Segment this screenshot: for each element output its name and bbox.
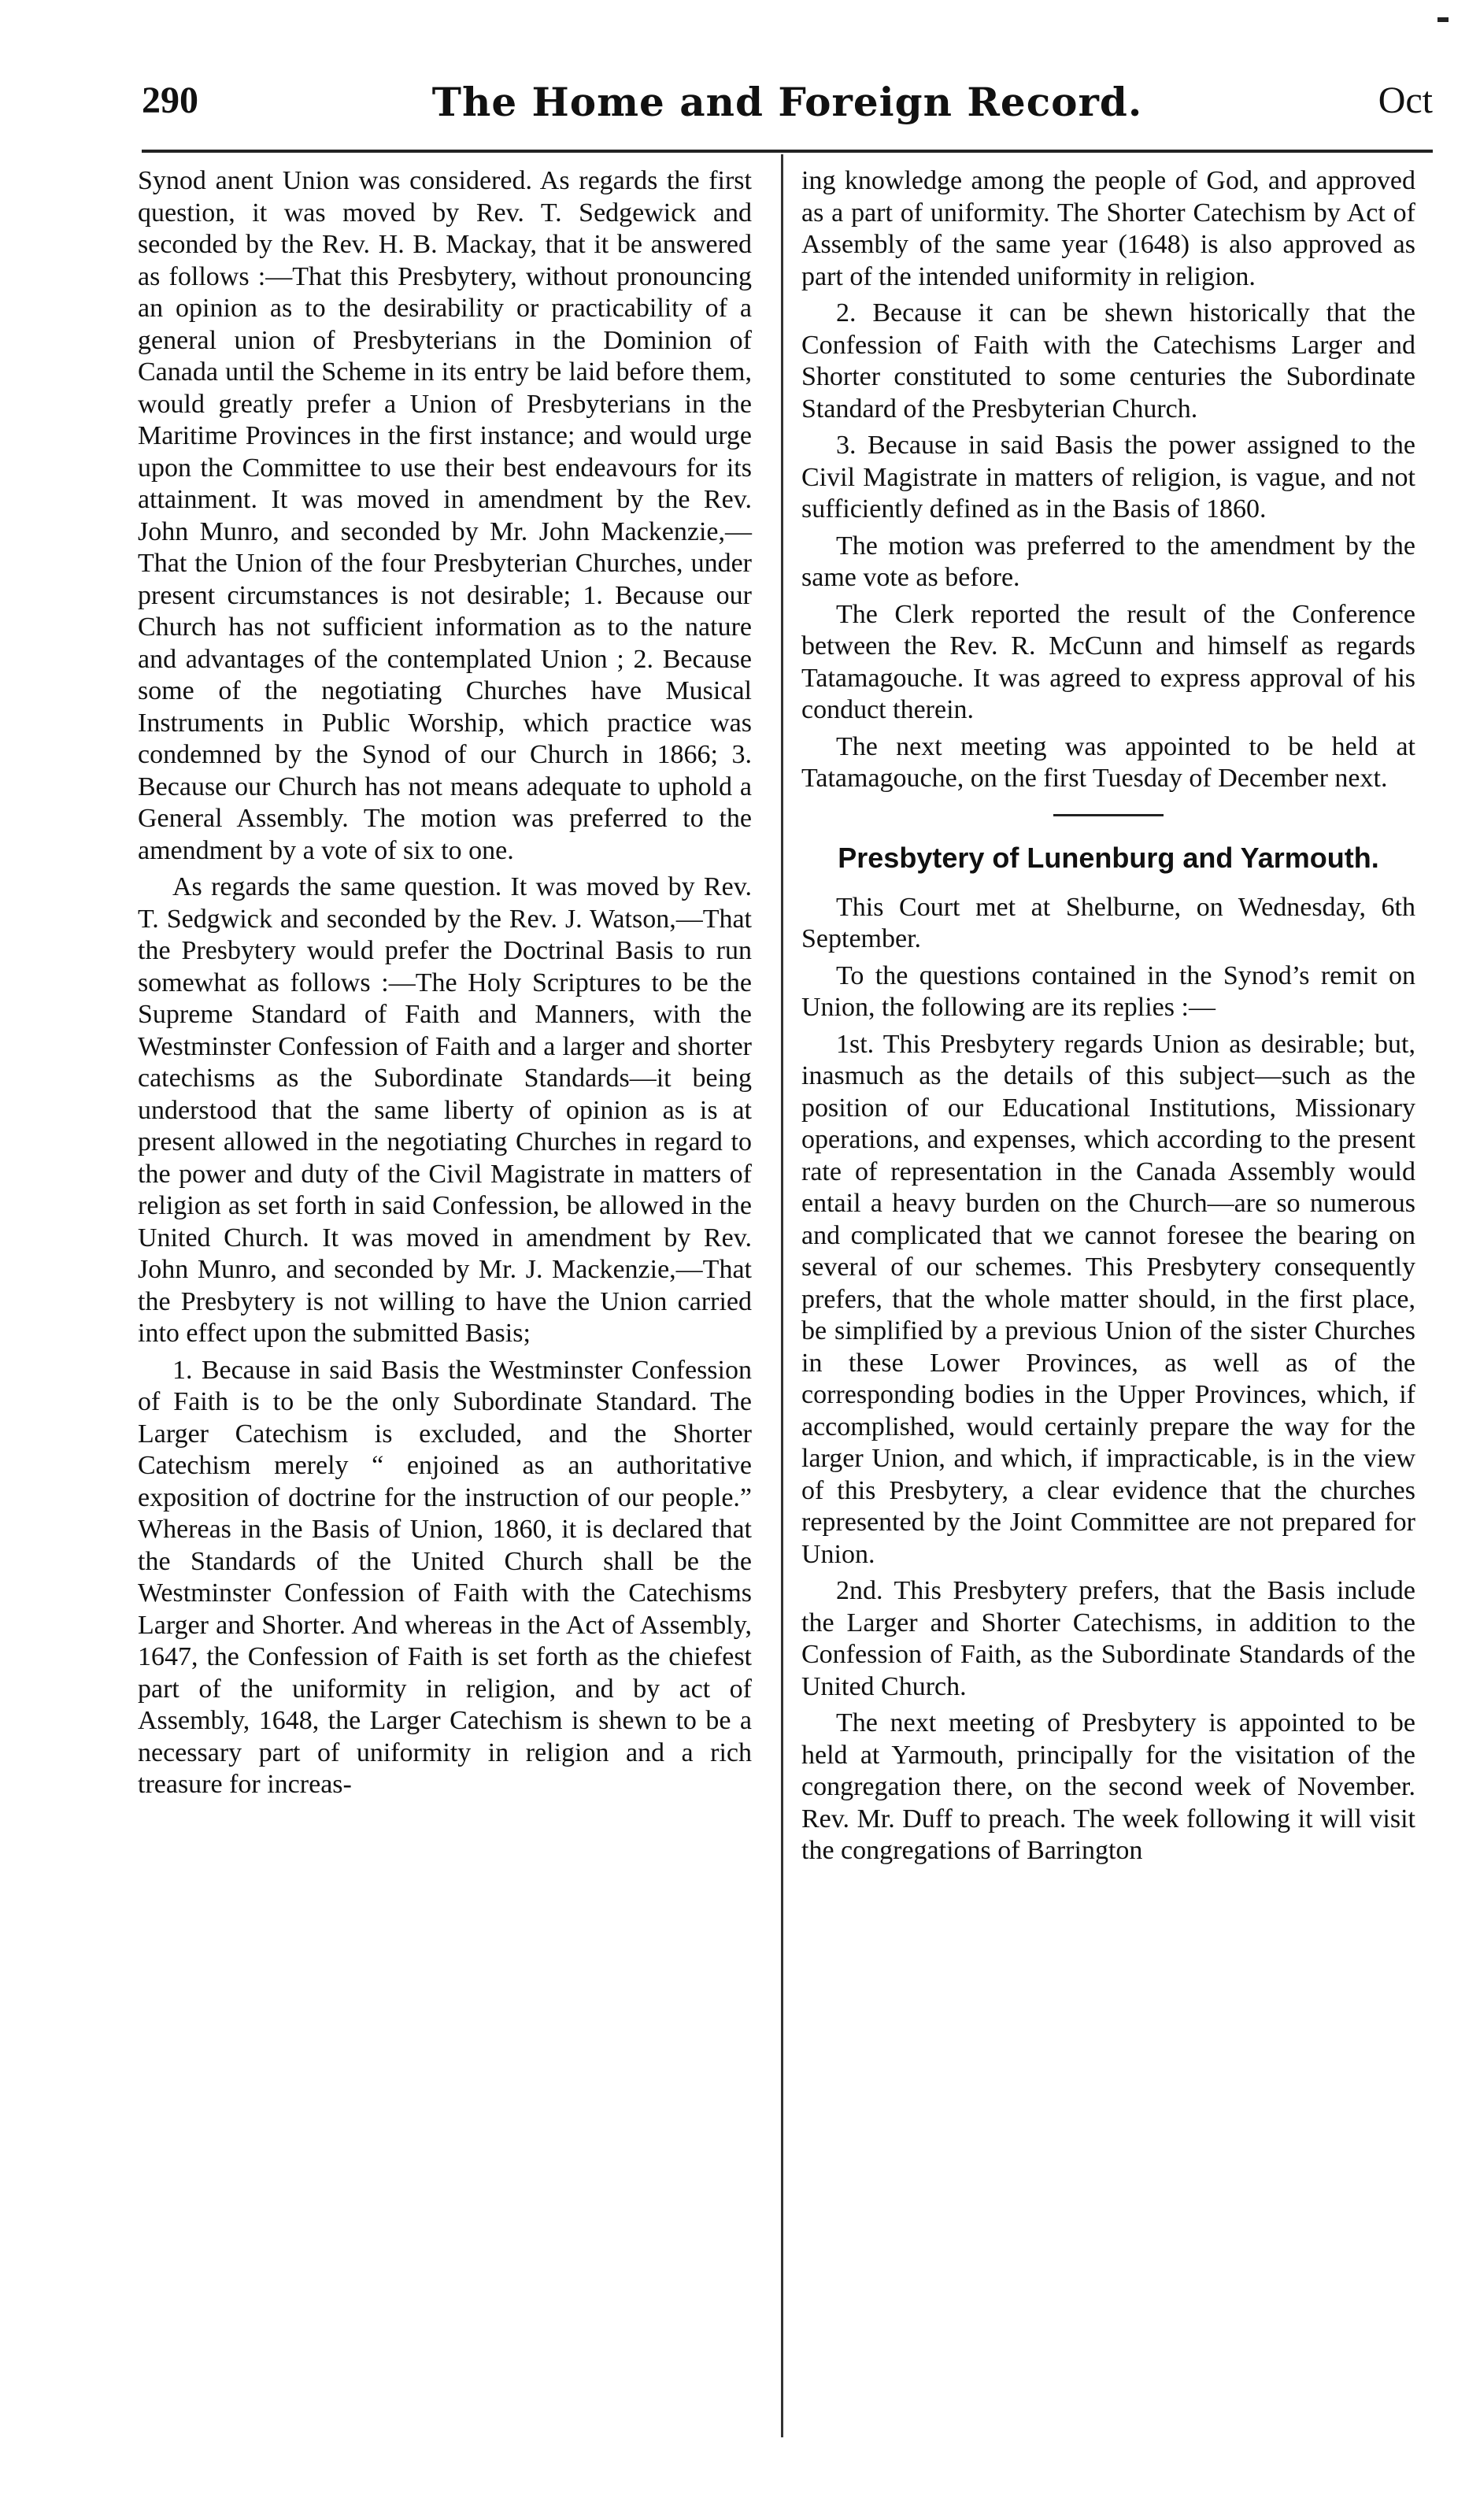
left-paragraph-2: As regards the same question. It was moved by Rev. T. Sedgwick and seconded by the Rev. J. Watson,—That the Presbytery would prefer the Doctrinal Basis to run somewhat as follows :—The Holy Scriptures to be the Supreme Standard of Faith and Manners, with the Westminster Confession of Faith and a larger and shorter catechisms as the Subordinate Standards—it being understood that the same liberty of opinion as is at present allowed in the negotiating Churches in regard to the power and duty of the Civil Magistrate in matters of religion as set forth in said Confession, be allowed in the United Church. It was moved in amendment by Rev. John Munro, and seconded by Mr. J. Mackenzie,—That the Presbytery is not willing to have the Union carried into effect upon the submitted Basis; [138,872,752,1348]
right-paragraph-7: This Court met at Shelburne, on Wednesday, 6th September. [801,892,1415,953]
right-paragraph-5: The Clerk reported the result of the Conference between the Rev. R. McCunn and himself as regards Tatamagouche. It was agreed to express approval of his conduct therein. [801,599,1415,724]
right-paragraph-8: To the questions contained in the Synod’s remit on Union, the following are its replies :— [801,960,1415,1022]
right-paragraph-3: 3. Because in said Basis the power assigned to the Civil Magistrate in matters of religion, is vague, and not sufficiently defined as in the Basis of 1860. [801,431,1415,524]
left-column [138,165,752,1806]
running-title: The Home and Foreign Record. [431,79,1143,125]
running-month: Oct [1378,80,1433,121]
page-header [142,79,1433,142]
section-heading: Presbytery of Lunenburg and Yarmouth. [838,841,1379,874]
right-paragraph-11: The next meeting of Presbytery is appointed to be held at Yarmouth, principally for the visitation of the congregation there, on the second week of November. Rev. Mr. Duff to preach. The week following it will visit the congregations of Barrington [801,1708,1415,1865]
left-paragraph-1: Synod anent Union was considered. As regards the first question, it was moved by Rev. T. Sedgewick and seconded by the Rev. H. B. Mackay, that it be answered as follows :—That this Presbytery, without pronouncing an opinion as to the desirability or practicability of a general union of Presbyterians in the Dominion of Canada until the Scheme in its entry be laid before them, would greatly prefer a Union of Presbyterians in the Maritime Provinces in the first instance; and would urge upon the Committee to use their best endeavours for its attainment. It was moved in amendment by the Rev. John Munro, and seconded by Mr. John Mackenzie,—That the Union of the four Presbyterian Churches, under present circumstances is not desirable; 1. Because our Church has not sufficient information as to the nature and advantages of the contemplated Union ; 2. Because some of the negotiating Churches have Musical Instruments in Public Worship, which practice was condemned by the Synod of our Church in 1866; 3. Because our Church has not means adequate to uphold a General Assembly. The motion was preferred to the amendment by a vote of six to one. [138,166,752,865]
column-divider [781,154,783,2437]
right-paragraph-1: ing knowledge among the people of God, and approved as a part of uniformity. The Shorter Catechism by Act of Assembly of the same year (1648) is also approved as part of the intended uniformity in religion. [801,166,1415,291]
right-paragraph-2: 2. Because it can be shewn historically that the Confession of Faith with the Catechisms Larger and Shorter constituted to some centuries the Subordinate Standard of the Presbyterian Church. [801,298,1415,424]
right-paragraph-10: 2nd. This Presbytery prefers, that the Basis include the Larger and Shorter Catechisms, in addition to the Confession of Faith, as the Subordinate Standards of the United Church. [801,1576,1415,1701]
left-paragraph-3: 1. Because in said Basis the Westminster Confession of Faith is to be the only Subordinate Standard. The Larger Catechism is excluded, and the Shorter Catechism merely “ enjoined as an authoritative exposition of doctrine for the instruction of our people.” Whereas in the Basis of Union, 1860, it is declared that the Standards of the United Church shall be the Westminster Confession of Faith with the Catechisms Larger and Shorter. And whereas in the Act of Assembly, 1647, the Confession of Faith is set forth as the chiefest part of the uniformity in religion, and by act of Assembly, 1648, the Larger Catechism is shewn to be a necessary part of uniformity in religion and a rich treasure for increas- [138,1355,752,1799]
right-paragraph-6: The next meeting was appointed to be held at Tatamagouche, on the first Tuesday of December next. [801,731,1415,793]
header-divider [142,150,1433,153]
right-column [801,165,1415,1872]
right-paragraph-9: 1st. This Presbytery regards Union as desirable; but, inasmuch as the details of this subject—such as the position of our Educational Institutions, Missionary operations, and expenses, which according to the present rate of representation in the Canada Assembly would entail a heavy burden on the Church—are so numerous and complicated that we cannot foresee the bearing on several of our schemes. This Presbytery consequently prefers, that the whole matter should, in the first place, be simplified by a previous Union of the sister Churches in these Lower Provinces, as well as of the corresponding bodies in the Upper Provinces, which, if accomplished, would certainly prepare the way for the larger Union, and which, if impracticable, is in the view of this Presbytery, a clear evidence that the churches represented by the Joint Committee are not prepared for Union. [801,1029,1415,1569]
right-paragraph-4: The motion was preferred to the amendment by the same vote as before. [801,531,1415,592]
section-divider [1053,814,1164,816]
page-number: 290 [142,80,198,121]
scan-mark [1437,17,1449,22]
